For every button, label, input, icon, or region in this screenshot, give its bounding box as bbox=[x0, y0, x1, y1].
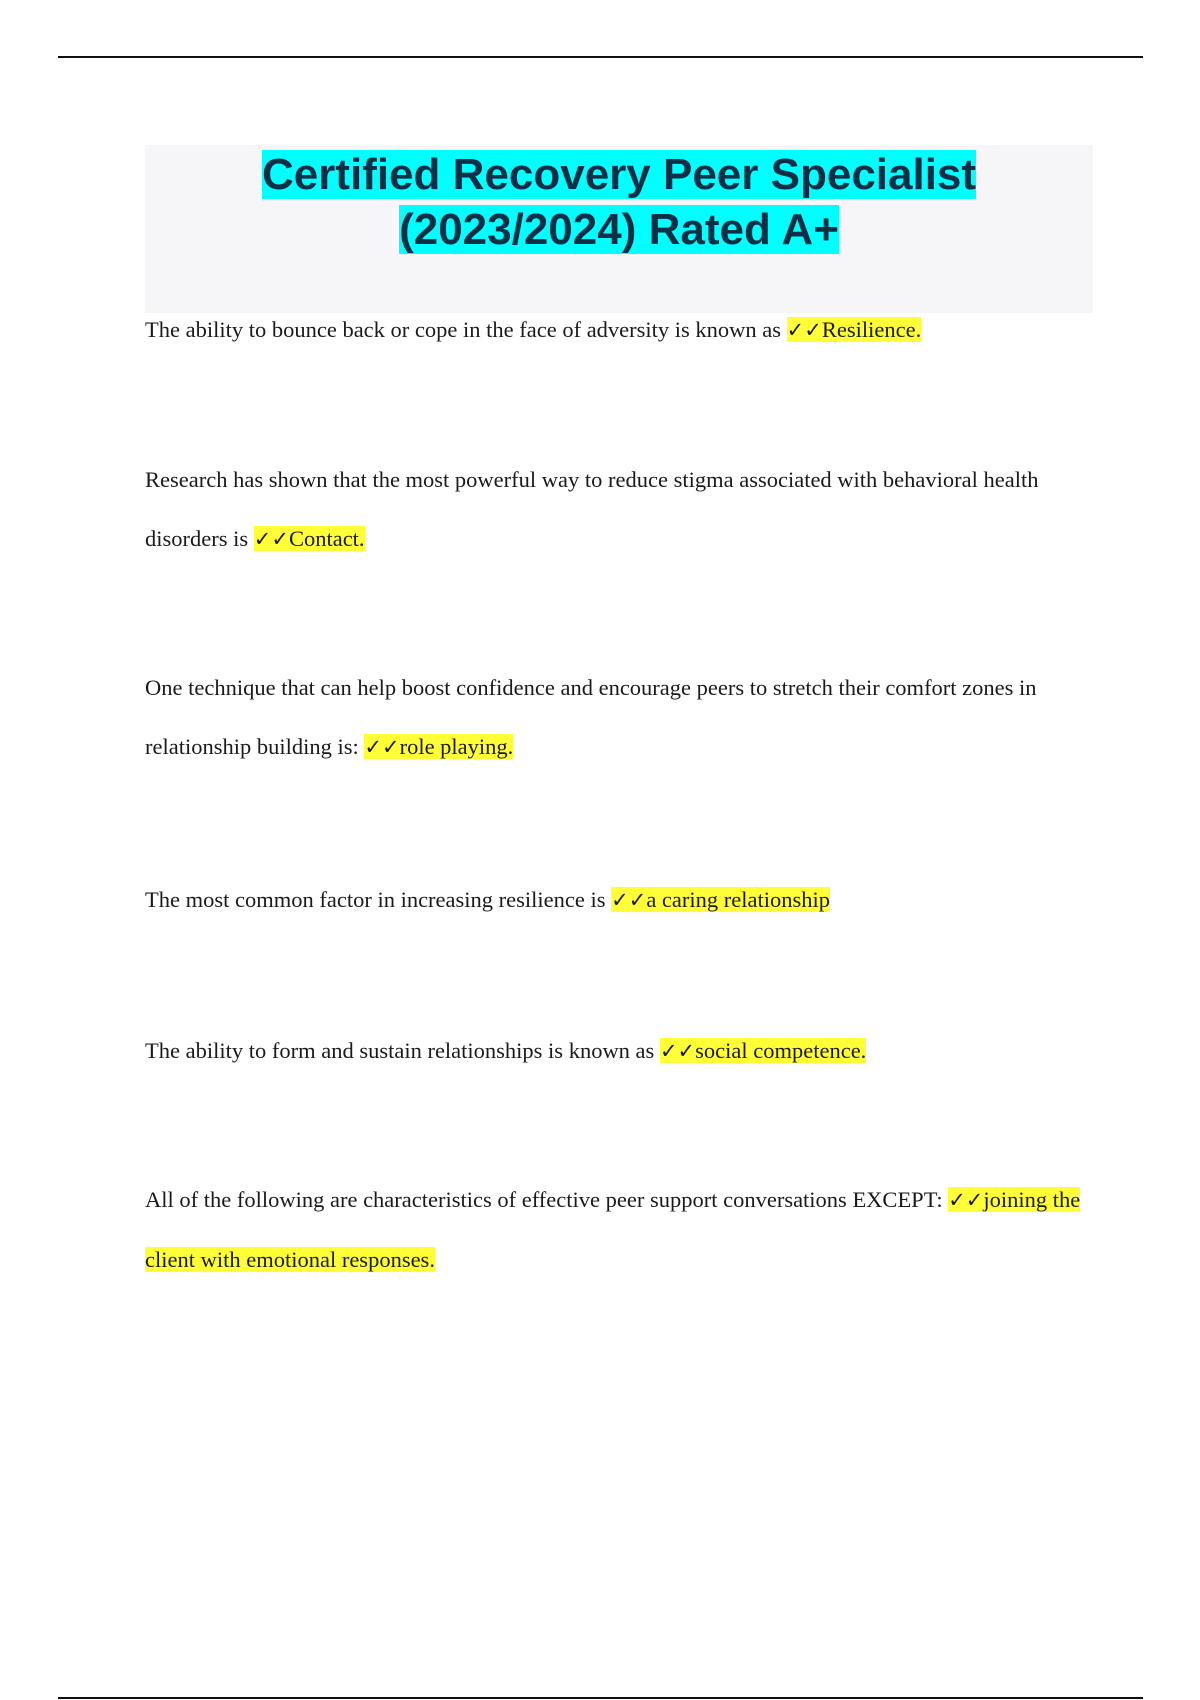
footer-rule bbox=[58, 1697, 1143, 1699]
check-icon: ✓✓ bbox=[786, 318, 822, 342]
check-icon: ✓✓ bbox=[253, 527, 289, 551]
question-text: The ability to bounce back or cope in the face of adversity is known as bbox=[145, 317, 787, 342]
check-icon: ✓✓ bbox=[611, 888, 647, 912]
answer-text: joining the client with emotional responses. bbox=[145, 1187, 1081, 1272]
answer-highlight bbox=[611, 887, 830, 912]
qa-item bbox=[145, 1021, 1085, 1081]
check-icon: ✓✓ bbox=[659, 1039, 696, 1063]
question-text: The ability to form and sustain relationships is known as bbox=[145, 1038, 660, 1063]
answer-text: Resilience. bbox=[821, 317, 922, 342]
check-icon: ✓✓ bbox=[948, 1188, 984, 1212]
title-line-2: (2023/2024) Rated A+ bbox=[399, 205, 839, 254]
question-text: The most common factor in increasing resilience is bbox=[145, 887, 612, 912]
header-rule bbox=[58, 56, 1143, 58]
title-box bbox=[145, 145, 1093, 313]
answer-text: role playing. bbox=[399, 734, 514, 759]
title-line-1: Certified Recovery Peer Specialist bbox=[261, 150, 977, 199]
question-text: All of the following are characteristics of effective peer support conversations EXCEPT: bbox=[145, 1187, 949, 1212]
answer-text: a caring relationship bbox=[646, 887, 830, 912]
qa-item bbox=[145, 870, 1085, 930]
qa-item bbox=[145, 450, 1085, 569]
answer-text: Contact. bbox=[288, 526, 365, 551]
check-icon: ✓✓ bbox=[364, 735, 400, 759]
qa-item bbox=[145, 300, 1085, 360]
qa-item bbox=[145, 1170, 1085, 1289]
answer-highlight bbox=[787, 317, 922, 342]
qa-item bbox=[145, 658, 1085, 777]
question-text: Research has shown that the most powerful way to reduce stigma associated with behavioral health disorders is bbox=[145, 467, 1039, 551]
answer-highlight bbox=[364, 734, 513, 759]
answer-text: social competence. bbox=[695, 1038, 867, 1063]
answer-highlight bbox=[660, 1038, 866, 1063]
answer-highlight bbox=[254, 526, 365, 551]
document-title bbox=[145, 145, 1093, 257]
question-text: One technique that can help boost confidence and encourage peers to stretch their comfort zones in relationship building is: bbox=[145, 675, 1037, 759]
